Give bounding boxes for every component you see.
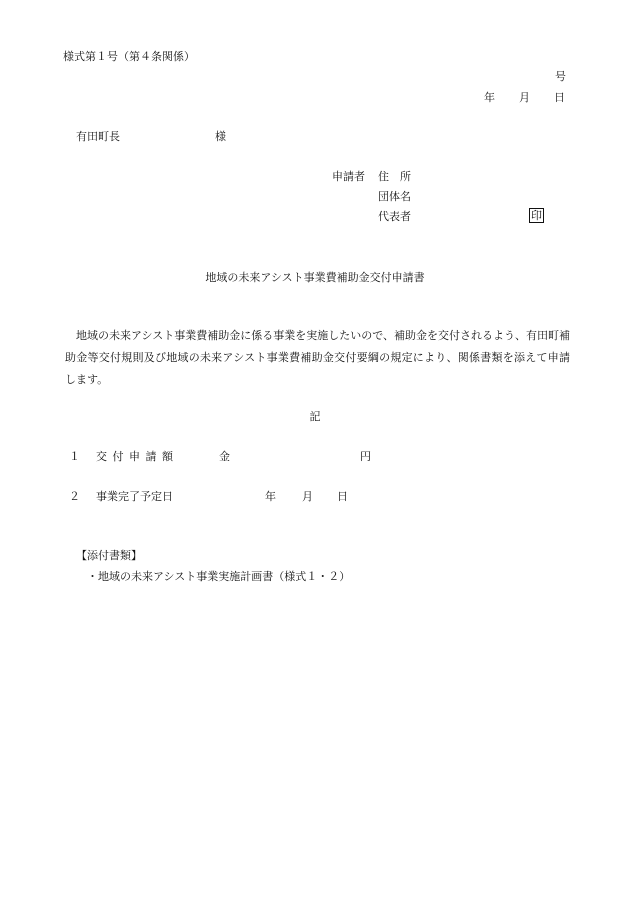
applicant-rep-label: 代表者 — [378, 210, 411, 223]
form-label: 様式第１号（第４条関係） — [63, 50, 195, 63]
seal-text: 印 — [531, 209, 542, 222]
completion-day-label: 日 — [337, 490, 348, 503]
addressee-honorific: 様 — [215, 130, 226, 143]
applicant-address-label: 住 所 — [378, 170, 411, 183]
date-month-label: 月 — [519, 91, 530, 104]
amount-prefix: 金 — [219, 450, 230, 463]
item-number: ２ — [69, 490, 80, 503]
date-year-label: 年 — [484, 91, 495, 104]
item-number: １ — [69, 450, 80, 463]
date-day-label: 日 — [554, 91, 565, 104]
item-label: 交付申請額 — [96, 450, 179, 463]
document-title: 地域の未来アシスト事業費補助金交付申請書 — [205, 271, 425, 284]
applicant-org-label: 団体名 — [378, 190, 411, 203]
attachments-heading: 【添付書類】 — [76, 549, 142, 562]
seal-mark — [529, 208, 544, 223]
amount-suffix: 円 — [360, 450, 371, 463]
doc-number-label: 号 — [555, 70, 566, 83]
addressee-name: 有田町長 — [76, 130, 120, 143]
ki-label: 記 — [309, 410, 321, 423]
completion-month-label: 月 — [302, 490, 313, 503]
item-label: 事業完了予定日 — [96, 490, 173, 503]
attachment-item: ・地域の未来アシスト事業実施計画書（様式１・２） — [87, 570, 351, 583]
completion-year-label: 年 — [265, 490, 276, 503]
applicant-label: 申請者 — [332, 170, 365, 183]
body-paragraph: 地域の未来アシスト事業費補助金に係る事業を実施したいので、補助金を交付されるよう、有田町補助金等交付規則及び地域の未来アシスト事業費補助金交付要綱の規定により、関係書類を添えて申請します。 — [65, 329, 571, 386]
